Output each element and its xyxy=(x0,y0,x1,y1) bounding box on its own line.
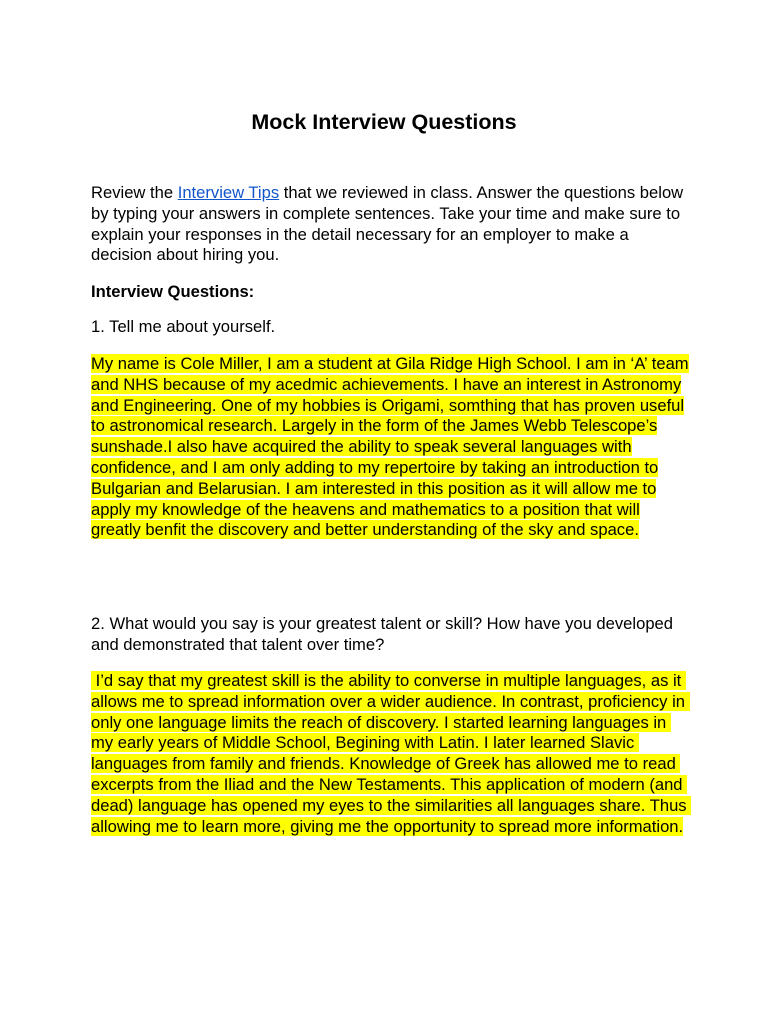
question-1: 1. Tell me about yourself. xyxy=(91,317,276,336)
intro-text-before-link: Review the xyxy=(91,183,178,202)
document-title: Mock Interview Questions xyxy=(251,110,517,134)
answer-1-text: My name is Cole Miller, I am a student at Gila Ridge High School. I am in ‘A’ team and NHS because of my acedmic achievements. I have an interest in Astronomy and Engineering. One of my hobbies is Origami, somthing that has proven useful to astronomical research. Largely in the form of the James Webb Telescope’s sunshade.I also have acquired the ability to speak several languages with confidence, and I am only adding to my repertoire by taking an introduction to Bulgarian and Belarusian. I am interested in this position as it will allow me to apply my knowledge of the heavens and mathematics to a position that will greatly benfit the discovery and better understanding of the sky and space. xyxy=(91,354,689,540)
interview-tips-link[interactable]: Interview Tips xyxy=(177,183,280,202)
question-2: 2. What would you say is your greatest talent or skill? How have you developed and demonstrated that talent over time? xyxy=(91,614,674,654)
intro-text-after-link: that we reviewed in class. Answer the questions below by typing your answers in complete sentences. Take your time and make sure to explain your responses in the detail necessary for an employer to make a decision about hiring you. xyxy=(91,183,684,265)
intro-paragraph xyxy=(91,183,691,266)
answer-2 xyxy=(91,671,691,837)
answer-2-text: I’d say that my greatest skill is the ability to converse in multiple languages, as it allows me to spread information over a wider audience. In contrast, proficiency in only one language limits the reach of discovery. I started learning languages in my early years of Middle School, Begining with Latin. I later learned Slavic languages from family and friends. Knowledge of Greek has allowed me to read excerpts from the Iliad and the New Testaments. This application of modern (and dead) language has opened my eyes to the similarities all languages share. Thus allowing me to learn more, giving me the opportunity to spread more information. xyxy=(91,671,692,836)
section-heading: Interview Questions: xyxy=(91,282,255,301)
answer-1 xyxy=(91,354,691,541)
